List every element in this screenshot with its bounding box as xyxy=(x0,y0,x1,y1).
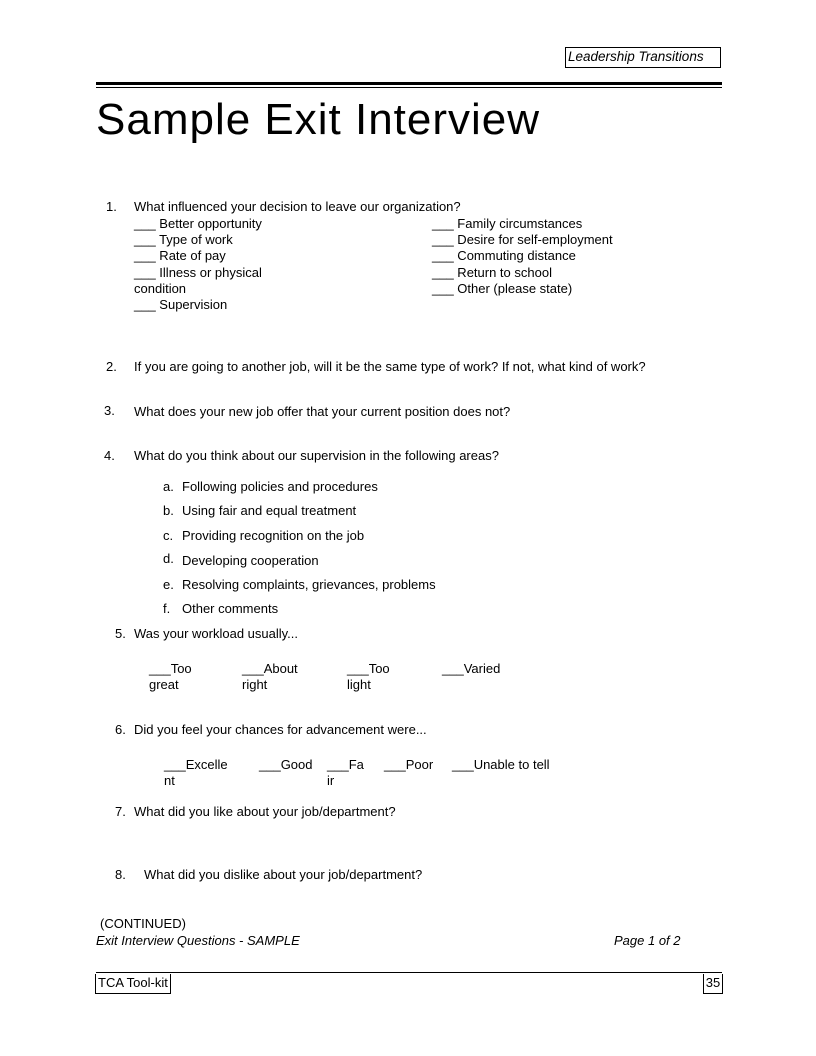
q7-text: What did you like about your job/department? xyxy=(134,804,396,819)
q7-number: 7. xyxy=(115,804,126,819)
q3-number: 3. xyxy=(104,403,115,418)
q1-option-school: ___ Return to school xyxy=(432,265,552,280)
q6-option-poor: ___Poor xyxy=(384,757,434,772)
q4-text: What do you think about our supervision in the following areas? xyxy=(134,448,499,463)
q6-option-fair: ___Fa xyxy=(327,757,364,772)
q4-item-f-text: Other comments xyxy=(182,601,279,616)
q4-item-d-text: Developing cooperation xyxy=(182,553,319,568)
q5-option-too-great-cont: great xyxy=(149,677,179,692)
q4-item-c-text: Providing recognition on the job xyxy=(182,528,365,543)
q4-item-a-letter: a. xyxy=(163,479,174,494)
q2-number: 2. xyxy=(106,359,117,374)
section-header-label: Leadership Transitions xyxy=(565,47,721,68)
q1-option-illness: ___ Illness or physical xyxy=(134,265,262,280)
header-rule-thick xyxy=(96,82,722,85)
q3-text: What does your new job offer that your current position does not? xyxy=(134,404,511,419)
footer-page-indicator: Page 1 of 2 xyxy=(614,933,681,948)
q1-option-self-employment: ___ Desire for self-employment xyxy=(432,232,613,247)
header-rule-thin xyxy=(96,87,722,88)
q4-item-b-letter: b. xyxy=(163,503,174,518)
q8-text: What did you dislike about your job/department? xyxy=(144,867,423,882)
q5-text: Was your workload usually... xyxy=(134,626,299,641)
footer-toolkit-label: TCA Tool-kit xyxy=(95,974,171,994)
q4-item-b-text: Using fair and equal treatment xyxy=(182,503,357,518)
q5-option-too-light-cont: light xyxy=(347,677,371,692)
q4-item-e-letter: e. xyxy=(163,577,174,592)
q6-option-good: ___Good xyxy=(259,757,313,772)
q4-item-a-text: Following policies and procedures xyxy=(182,479,378,494)
footer-doc-title: Exit Interview Questions - SAMPLE xyxy=(96,933,300,948)
q5-option-too-light: ___Too xyxy=(347,661,390,676)
footer-rule xyxy=(96,972,722,973)
q1-text: What influenced your decision to leave our organization? xyxy=(134,199,461,214)
q6-option-excellent: ___Excelle xyxy=(164,757,228,772)
q5-option-about-right-cont: right xyxy=(242,677,268,692)
q8-number: 8. xyxy=(115,867,126,882)
q1-option-supervision: ___ Supervision xyxy=(134,297,228,312)
page-title: Sample Exit Interview xyxy=(96,95,541,144)
q1-option-type-of-work: ___ Type of work xyxy=(134,232,233,247)
q1-option-better-opportunity: ___ Better opportunity xyxy=(134,216,262,231)
q4-item-d-letter: d. xyxy=(163,551,174,566)
q6-option-unable: ___Unable to tell xyxy=(452,757,550,772)
continued-label: (CONTINUED) xyxy=(100,916,186,931)
q1-option-family: ___ Family circumstances xyxy=(432,216,583,231)
q4-item-c-letter: c. xyxy=(163,528,174,543)
q6-option-excellent-cont: nt xyxy=(164,773,175,788)
q1-option-rate-of-pay: ___ Rate of pay xyxy=(134,248,226,263)
q6-text: Did you feel your chances for advancement were... xyxy=(134,722,427,737)
q1-option-illness-cont: condition xyxy=(134,281,187,296)
footer-page-number: 35 xyxy=(703,974,723,994)
q4-item-e-text: Resolving complaints, grievances, problems xyxy=(182,577,436,592)
q4-number: 4. xyxy=(104,448,115,463)
q1-option-other: ___ Other (please state) xyxy=(432,281,573,296)
q6-number: 6. xyxy=(115,722,126,737)
q4-item-f-letter: f. xyxy=(163,601,171,616)
q1-option-commuting: ___ Commuting distance xyxy=(432,248,576,263)
q5-number: 5. xyxy=(115,626,126,641)
q1-number: 1. xyxy=(106,199,117,214)
q5-option-varied: ___Varied xyxy=(442,661,501,676)
q5-option-about-right: ___About xyxy=(242,661,298,676)
q2-text: If you are going to another job, will it be the same type of work? If not, what kind of work? xyxy=(134,359,646,374)
q5-option-too-great: ___Too xyxy=(149,661,192,676)
q6-option-fair-cont: ir xyxy=(327,773,335,788)
